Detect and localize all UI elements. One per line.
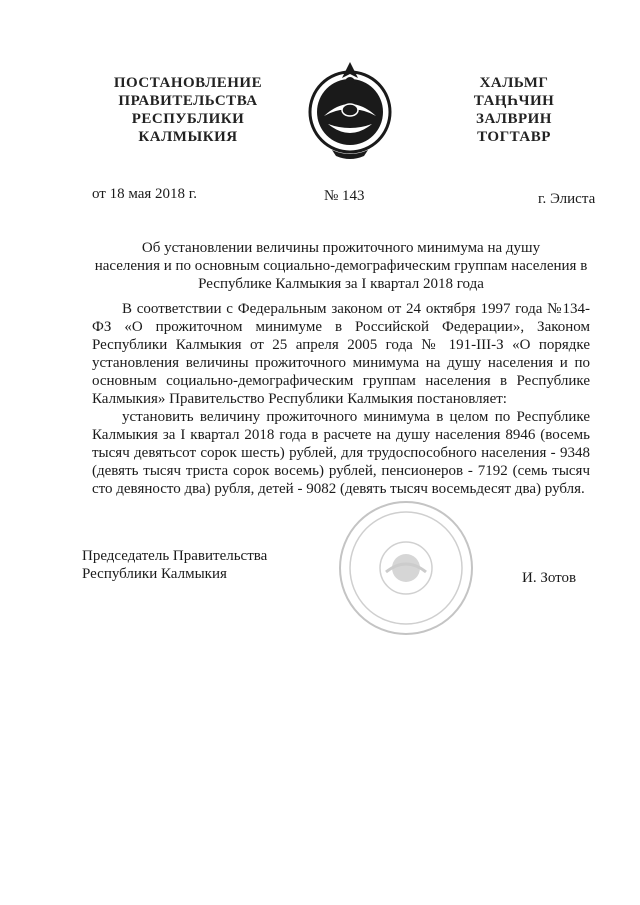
document-number: № 143 xyxy=(324,188,365,204)
document-title xyxy=(92,239,590,293)
issuer-line: РЕСПУБЛИКИ xyxy=(131,111,245,127)
signatory-name: И. Зотов xyxy=(522,570,577,586)
document-city: г. Элиста xyxy=(538,191,596,207)
title-line: Республике Калмыкия за I квартал 2018 года xyxy=(198,276,484,292)
issuer-line: ПОСТАНОВЛЕНИЕ xyxy=(113,75,263,91)
issuer-title-kalmyk xyxy=(454,74,574,146)
title-line: населения и по основным социально-демографическим группам населения в xyxy=(94,258,588,274)
issuer-line: ХАЛЬМГ xyxy=(479,75,549,91)
document-body xyxy=(92,300,590,498)
title-line: Об установлении величины прожиточного минимума на душу xyxy=(141,240,541,256)
official-seal-icon xyxy=(336,498,476,638)
issuer-line: КАЛМЫКИЯ xyxy=(138,129,238,145)
kalmykia-emblem-icon xyxy=(302,58,398,162)
signatory-position-line: Председатель Правительства xyxy=(82,548,268,564)
issuer-title-russian xyxy=(88,74,288,146)
signatory-position xyxy=(82,547,342,583)
document-date: от 18 мая 2018 г. xyxy=(92,186,198,202)
body-paragraph: В соответствии с Федеральным законом от 24 октября 1997 года №134-ФЗ «О прожиточном минимуме в Российской Федерации», Законом Республики Калмыкия от 25 апреля 2005 года № 191-III-З «О порядке установления величины прожиточного минимума на душу населения и по основным социально-демографическим группам населения в Республике Калмыкия» Правительство Республики Калмыкия постановляет: xyxy=(92,301,590,407)
issuer-line: ТАҢҺЧИН xyxy=(473,93,555,109)
issuer-line: ЗАЛВРИН xyxy=(476,111,552,127)
issuer-line: ТОГТАВР xyxy=(477,129,551,145)
signatory-position-line: Республики Калмыкия xyxy=(82,566,227,582)
body-paragraph: установить величину прожиточного минимума в целом по Республике Калмыкия за I квартал 2018 года в расчете на душу населения 8946 (восемь тысяч девятьсот сорок шесть) рублей, для трудоспособного населения - 9348 (девять тысяч триста сорок восемь) рублей, пенсионеров - 7192 (семь тысяч сто девяносто два) рубля, детей - 9082 (девять тысяч восемьдесят два) рубля. xyxy=(92,409,590,497)
issuer-line: ПРАВИТЕЛЬСТВА xyxy=(118,93,258,109)
